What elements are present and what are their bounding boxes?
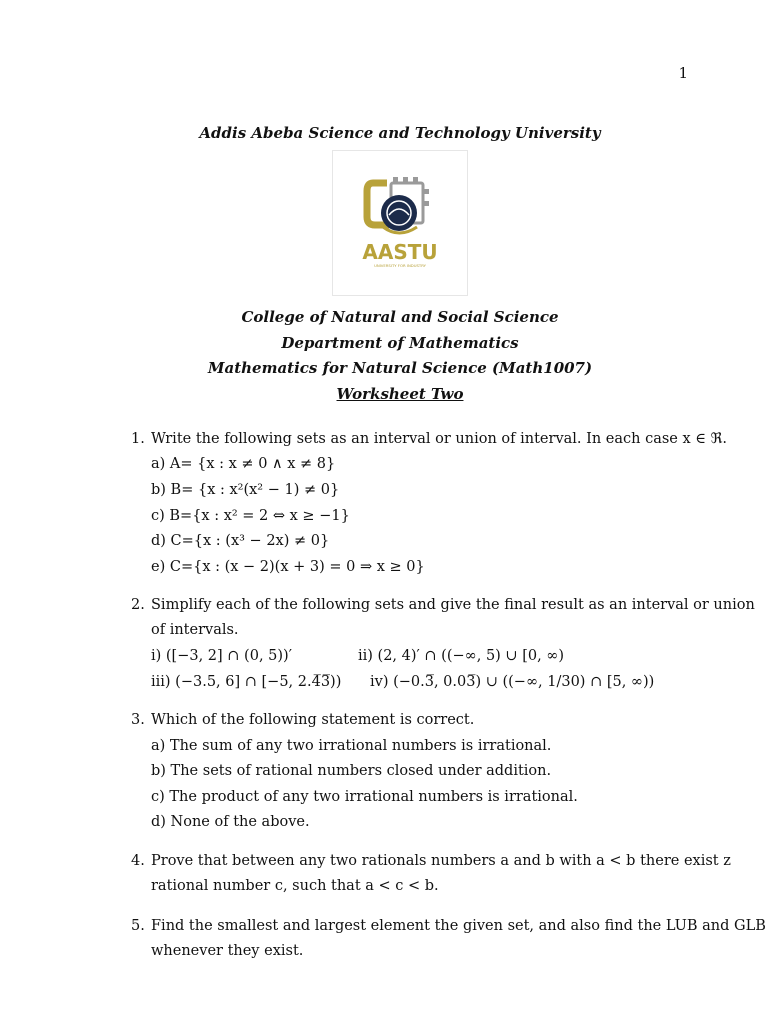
department-heading: Department of Mathematics — [281, 334, 519, 352]
question-4-text-cont: rational number c, such that a < c < b. — [151, 878, 439, 894]
question-3-number: 3. — [131, 712, 145, 728]
question-4-number: 4. — [131, 853, 145, 869]
question-3-item-c: c) The product of any two irrational numbers is irrational. — [151, 789, 578, 805]
college-heading: College of Natural and Social Science — [241, 308, 559, 326]
question-2-text: Simplify each of the following sets and give the final result as an interval or union — [151, 597, 755, 613]
question-5-text: Find the smallest and largest element the given set, and also find the LUB and GLB — [151, 918, 766, 934]
question-2-number: 2. — [131, 597, 145, 613]
logo-text: AASTU — [362, 240, 438, 264]
logo-tagline: UNIVERSITY FOR INDUSTRY — [374, 263, 426, 268]
question-1-item-e: e) C={x : (x − 2)(x + 3) = 0 ⇒ x ≥ 0} — [151, 559, 425, 575]
question-3-item-a: a) The sum of any two irrational numbers is irrational. — [151, 738, 552, 754]
question-1-item-c: c) B={x : x² = 2 ⇔ x ≥ −1} — [151, 508, 350, 524]
question-1-item-b: b) B= {x : x²(x² − 1) ≠ 0} — [151, 482, 340, 498]
page-number: 1 — [678, 64, 688, 82]
question-5-text-cont: whenever they exist. — [151, 943, 304, 959]
university-title: Addis Abeba Science and Technology University — [199, 124, 601, 142]
question-5-number: 5. — [131, 918, 145, 934]
question-1-item-a: a) A= {x : x ≠ 0 ∧ x ≠ 8} — [151, 456, 336, 472]
worksheet-heading: Worksheet Two — [336, 385, 464, 403]
question-1-item-d: d) C={x : (x³ − 2x) ≠ 0} — [151, 533, 330, 549]
course-heading: Mathematics for Natural Science (Math1007) — [207, 359, 593, 377]
question-4-text: Prove that between any two rationals numbers a and b with a < b there exist z — [151, 853, 731, 869]
university-logo — [332, 150, 468, 296]
question-1-text: Write the following sets as an interval or union of interval. In each case x ∈ ℜ. — [151, 431, 728, 447]
question-1-number: 1. — [131, 431, 145, 447]
question-2-item-ii: ii) (2, 4)′ ∩ ((−∞, 5) ∪ [0, ∞) — [358, 648, 565, 664]
question-2-item-i: i) ([−3, 2] ∩ (0, 5))′ — [151, 648, 292, 664]
question-2-text-cont: of intervals. — [151, 622, 239, 638]
question-3-item-d: d) None of the above. — [151, 814, 310, 830]
question-2-item-iv: iv) (−0.3̅, 0.03̅) ∪ ((−∞, 1/30) ∩ [5, ∞)) — [370, 674, 655, 690]
question-3-text: Which of the following statement is correct. — [151, 712, 475, 728]
question-3-item-b: b) The sets of rational numbers closed under addition. — [151, 763, 552, 779]
question-2-item-iii: iii) (−3.5, 6] ∩ [−5, 2.4̅3̅)) — [151, 674, 342, 690]
